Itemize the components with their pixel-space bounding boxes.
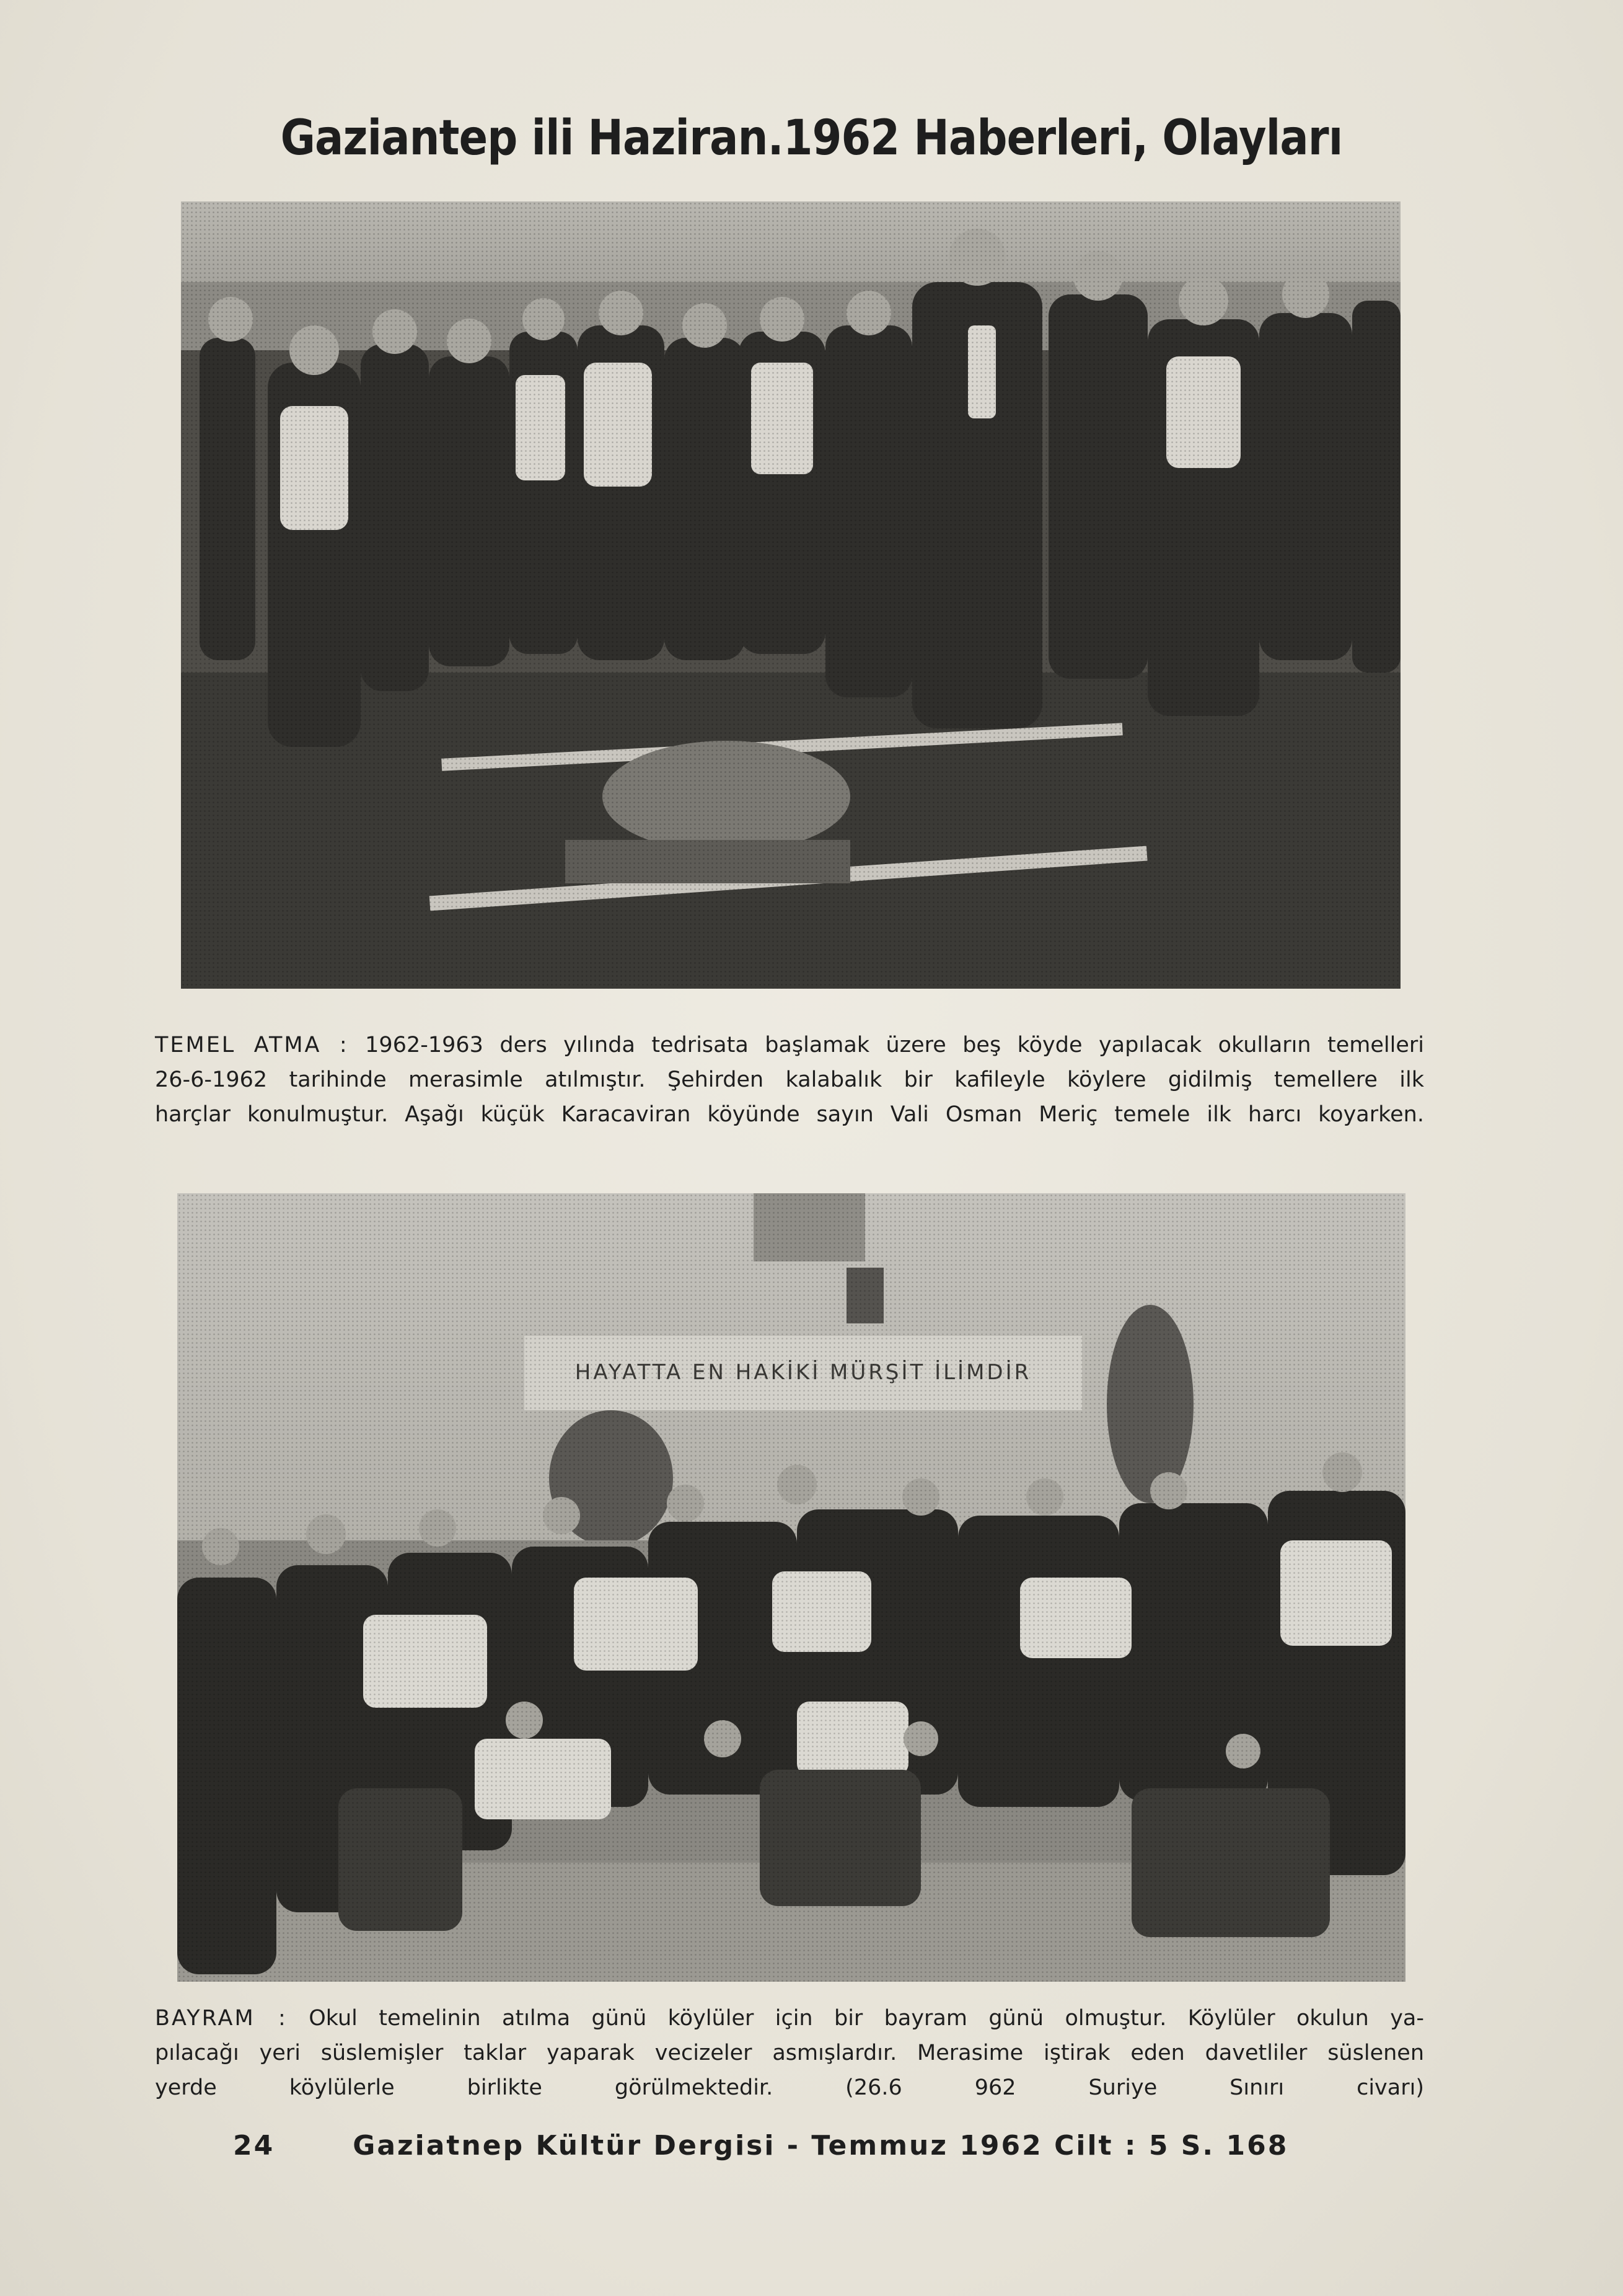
caption-line: [155, 1028, 1424, 1062]
photo-foundation-ceremony: [181, 201, 1401, 989]
photo-festival-group: [177, 1193, 1405, 1982]
caption-line: yerde köylülerle birlikte görülmektedir. (26.6 962 Suriye Sınırı civarı): [155, 2075, 1424, 2100]
caption-line: [155, 2001, 1424, 2036]
page-number: 24: [233, 2130, 275, 2161]
halftone-photo-2: [177, 1193, 1405, 1982]
caption-line-text: 1962-1963 ders yılında tedrisata başlamak üzere beş köyde yapılacak okulların temelleri: [365, 1033, 1424, 1057]
caption-line: 26-6-1962 tarihinde merasimle atılmıştır. Şehirden kalabalık bir kafileyle köylere gidilmiş temellere ilk: [155, 1067, 1424, 1092]
caption-line: harçlar konulmuştur. Aşağı küçük Karacaviran köyünde sayın Vali Osman Meriç temele ilk harcı koyarken.: [155, 1102, 1424, 1127]
caption-foundation: [155, 1028, 1424, 1132]
page-footer: [233, 2130, 1288, 2161]
caption-heading: TEMEL ATMA :: [155, 1033, 349, 1057]
page-title: Gaziantep ili Haziran.1962 Haberleri, Olayları: [280, 110, 1343, 166]
halftone-photo-1: [181, 201, 1401, 989]
caption-festival: [155, 2001, 1424, 2105]
caption-line: pılacağı yeri süslemişler taklar yaparak vecizeler asmışlardır. Merasime iştirak eden davetliler süslenen: [155, 2041, 1424, 2065]
caption-line-text: Okul temelinin atılma günü köylüler için bir bayram günü olmuştur. Köylüler okulun ya-: [309, 2006, 1424, 2031]
caption-heading: BAYRAM :: [155, 2006, 288, 2031]
footer-publication: Gaziatnep Kültür Dergisi - Temmuz 1962 Cilt : 5 S. 168: [353, 2130, 1289, 2161]
